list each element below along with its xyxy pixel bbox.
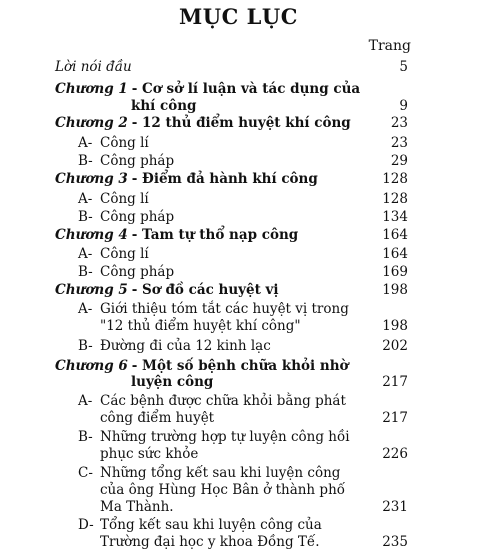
chapter-label: Chương 3	[55, 171, 128, 187]
section-letter: B-	[78, 429, 93, 445]
chapter-label: Chương 2	[55, 115, 128, 131]
chapter-label: Chương 4	[55, 227, 128, 243]
section-letter: B-	[78, 338, 93, 354]
toc-entry	[0, 152, 477, 171]
toc-entry	[0, 134, 477, 153]
entry-text: Công pháp	[100, 209, 175, 225]
entry-text: Ma Thành.	[100, 499, 174, 515]
page-number: 164	[382, 246, 408, 262]
chapter-name: - Sơ đồ các huyệt vị	[131, 282, 279, 298]
section-letter: C-	[78, 465, 93, 481]
chapter-label: Chương 1	[55, 81, 128, 97]
chapter-label: Chương 6	[55, 358, 128, 374]
chapter-title	[55, 281, 279, 300]
entry-text: luyện công	[131, 374, 214, 390]
entry-text: khí công	[131, 98, 197, 114]
chapter-title	[55, 170, 318, 189]
toc-entry	[0, 263, 477, 282]
chapter-name: - Điểm đả hành khí công	[131, 171, 318, 187]
page-number: 217	[382, 410, 408, 426]
entry-text: Giới thiệu tóm tắt các huyệt vị trong	[100, 301, 349, 317]
page-number: 169	[382, 264, 408, 280]
section-letter: B-	[78, 209, 93, 225]
section-letter: A-	[78, 135, 93, 151]
entry-text: Đường đi của 12 kinh lạc	[100, 338, 271, 354]
toc-entry	[0, 445, 477, 464]
toc-entry	[0, 208, 477, 227]
toc-entry	[0, 373, 477, 392]
toc-entry	[0, 317, 477, 336]
chapter-name: - 12 thủ điểm huyệt khí công	[131, 115, 351, 131]
chapter-title	[55, 114, 351, 133]
entry-text: Công pháp	[100, 153, 175, 169]
chapter-name: - Cơ sở lí luận và tác dụng của	[131, 81, 361, 97]
page-number: 217	[382, 374, 408, 390]
page-number: 198	[382, 282, 408, 298]
page-number: 5	[399, 59, 408, 75]
page-number: 202	[382, 338, 408, 354]
toc-entry	[0, 58, 477, 77]
page-number: 226	[382, 446, 408, 462]
chapter-name: - Tam tự thổ nạp công	[131, 227, 299, 243]
page-number: 134	[382, 209, 408, 225]
toc-entry	[0, 170, 477, 189]
page-number: 9	[399, 98, 408, 114]
section-letter: A-	[78, 191, 93, 207]
toc-entry	[0, 337, 477, 356]
page-title: MỤC LỤC	[179, 4, 298, 29]
page-number: 235	[382, 534, 408, 550]
toc-entry	[0, 114, 477, 133]
entry-text: Tổng kết sau khi luyện công của	[100, 517, 322, 533]
section-letter: D-	[78, 517, 94, 533]
page-number: 23	[390, 135, 408, 151]
toc-entry	[0, 533, 477, 552]
toc-entry	[0, 226, 477, 245]
toc-entry	[0, 281, 477, 300]
entry-text: Những trường hợp tự luyện công hồi	[100, 429, 350, 445]
entry-text: phục sức khỏe	[100, 446, 199, 462]
page-number: 231	[382, 499, 408, 515]
section-letter: A-	[78, 393, 93, 409]
toc-entry	[0, 190, 477, 209]
toc-entry	[0, 498, 477, 517]
entry-text: "12 thủ điểm huyệt khí công"	[100, 318, 301, 334]
entry-text: Những tổng kết sau khi luyện công	[100, 465, 341, 481]
entry-text: Các bệnh được chữa khỏi bằng phát	[100, 393, 346, 409]
entry-text: Công pháp	[100, 264, 175, 280]
entry-text: Công lí	[100, 135, 149, 151]
entry-text: của ông Hùng Học Bân ở thành phố	[100, 482, 346, 498]
page-column-label: Trang	[368, 38, 411, 54]
page-number: 128	[382, 191, 408, 207]
chapter-name: - Một số bệnh chữa khỏi nhờ	[131, 358, 349, 374]
section-letter: B-	[78, 153, 93, 169]
page-number: 29	[390, 153, 408, 169]
page-number: 23	[390, 115, 408, 131]
section-letter: B-	[78, 264, 93, 280]
page-number: 198	[382, 318, 408, 334]
entry-text: công điểm huyệt	[100, 410, 215, 426]
entry-text: Công lí	[100, 191, 149, 207]
toc-entry	[0, 409, 477, 428]
chapter-title	[55, 226, 298, 245]
page-number: 164	[382, 227, 408, 243]
entry-text: Trường đại học y khoa Đồng Tế.	[100, 534, 320, 550]
page-number: 128	[382, 171, 408, 187]
section-letter: A-	[78, 301, 93, 317]
toc-entry	[0, 245, 477, 264]
entry-text: Lời nói đầu	[55, 59, 132, 75]
entry-text: Công lí	[100, 246, 149, 262]
section-letter: A-	[78, 246, 93, 262]
chapter-label: Chương 5	[55, 282, 128, 298]
